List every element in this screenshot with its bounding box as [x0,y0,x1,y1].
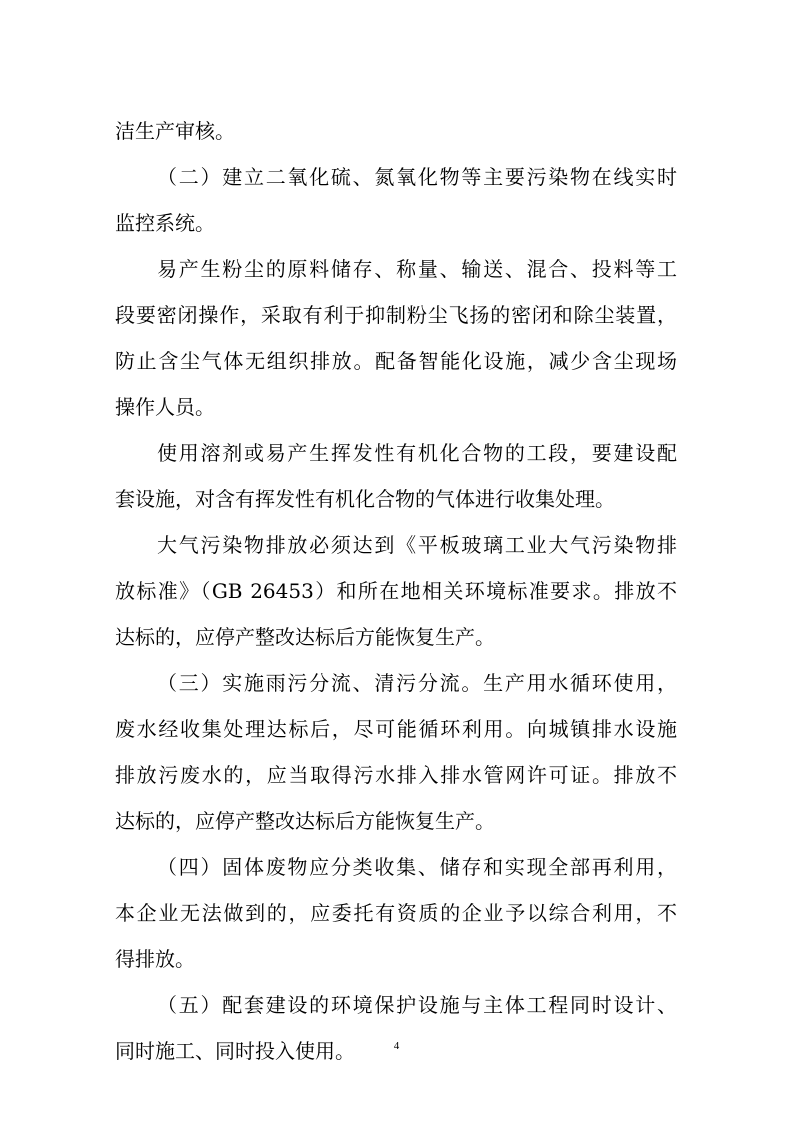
text-line: （五）配套建设的环境保护设施与主体工程同时设计、 [157,993,677,1017]
text-line: 段要密闭操作，采取有利于抑制粉尘飞扬的密闭和除尘装置， [115,303,677,327]
text-line: 本企业无法做到的，应委托有资质的企业予以综合利用，不 [115,901,677,925]
text-line: 洁生产审核。 [115,119,235,143]
document-body [115,108,677,1074]
text-line: 达标的，应停产整改达标后方能恢复生产。 [115,625,495,649]
text-line: 大气污染物排放必须达到《平板玻璃工业大气污染物排 [157,533,677,557]
text-line: 放标准》（GB 26453）和所在地相关环境标准要求。排放不 [115,579,677,603]
text-line: 同时施工、同时投入使用。 [115,1039,355,1063]
text-line: 排放污废水的，应当取得污水排入排水管网许可证。排放不 [115,763,677,787]
text-line: 使用溶剂或易产生挥发性有机化合物的工段，要建设配 [157,441,677,465]
text-line: 达标的，应停产整改达标后方能恢复生产。 [115,809,495,833]
text-line: （三）实施雨污分流、清污分流。生产用水循环使用， [157,671,677,695]
text-line: 废水经收集处理达标后，尽可能循环利用。向城镇排水设施 [115,717,677,741]
text-line: 套设施，对含有挥发性有机化合物的气体进行收集处理。 [115,487,615,511]
page-number: 4 [393,1040,400,1052]
text-line: （二）建立二氧化硫、氮氧化物等主要污染物在线实时 [157,165,677,189]
text-line: 防止含尘气体无组织排放。配备智能化设施，减少含尘现场 [115,349,677,373]
text-line: 易产生粉尘的原料储存、称量、输送、混合、投料等工 [157,257,677,281]
text-line: 得排放。 [115,947,195,971]
text-line: （四）固体废物应分类收集、储存和实现全部再利用， [157,855,677,879]
text-line: 监控系统。 [115,211,215,235]
text-line: 操作人员。 [115,395,215,419]
